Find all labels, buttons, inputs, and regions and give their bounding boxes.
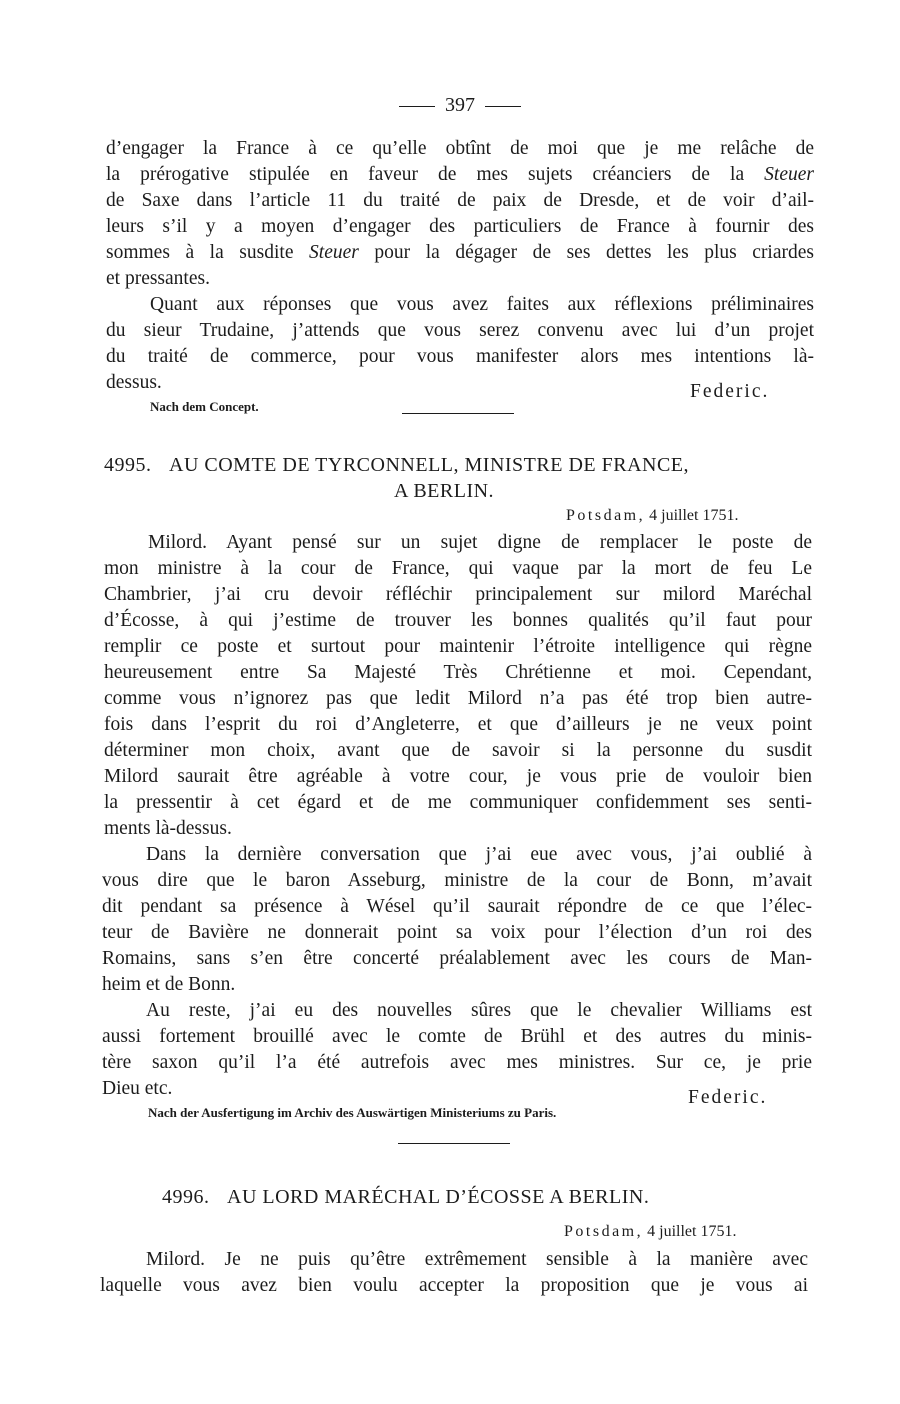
text-line: Milord saurait être agréable à votre cour, je vous prie de vouloir bien	[104, 766, 812, 787]
text-line: ments là-dessus.	[104, 818, 232, 839]
date-place: Potsdam,	[564, 1223, 644, 1240]
text-line: sommes à la susdite Steuer pour la dégager de ses dettes les plus criardes	[106, 242, 814, 263]
letter-number: 4995.	[104, 454, 152, 476]
text-line: dessus.	[106, 372, 162, 393]
text-line: du traité de commerce, pour vous manifester alors mes intentions là-	[106, 346, 814, 367]
signature: Federic.	[688, 1087, 768, 1108]
text-line: vous dire que le baron Asseburg, ministre de la cour de Bonn, m’avait	[102, 870, 812, 891]
letter-heading	[104, 452, 689, 478]
source-note: Nach der Ausfertigung im Archiv des Auswärtigen Ministeriums zu Paris.	[148, 1105, 557, 1120]
text-line: tère saxon qu’il l’a été autrefois avec mes ministres. Sur ce, je prie	[102, 1052, 812, 1073]
text-line: et pressantes.	[106, 268, 210, 289]
text-line: teur de Bavière ne donnerait point sa voix pour l’élection d’un roi des	[102, 922, 812, 943]
text-line: heim et de Bonn.	[102, 974, 236, 995]
signature: Federic.	[690, 381, 770, 402]
text-line: aussi fortement brouillé avec le comte de Brühl et des autres du minis-	[102, 1026, 812, 1047]
page-number	[380, 92, 540, 118]
section-divider	[398, 1143, 510, 1144]
text-line: remplir ce poste et surtout pour maintenir l’étroite intelligence qui règne	[104, 636, 812, 657]
letter-title-line2: A BERLIN.	[394, 480, 495, 502]
text-line: du sieur Trudaine, j’attends que vous serez convenu avec lui d’un projet	[106, 320, 814, 341]
italic-term: Steuer	[309, 242, 359, 263]
text-line: déterminer mon choix, avant que de savoir si la personne du susdit	[104, 740, 812, 761]
date-day: 4 juillet 1751.	[647, 1223, 737, 1240]
text-line: Dans la dernière conversation que j’ai eue avec vous, j’ai oublié à	[146, 844, 812, 865]
letter-date	[564, 1222, 736, 1242]
section-divider	[402, 413, 514, 414]
text-line: fois dans l’esprit du roi d’Angleterre, et que d’ailleurs je ne veux point	[104, 714, 812, 735]
text-line: d’engager la France à ce qu’elle obtînt de moi que je me relâche de	[106, 138, 814, 159]
text-line: Quant aux réponses que vous avez faites aux réflexions préliminaires	[150, 294, 814, 315]
text-line: Chambrier, j’ai cru devoir réfléchir principalement sur milord Maréchal	[104, 584, 812, 605]
letter-date	[566, 506, 738, 526]
italic-term: Steuer	[764, 164, 814, 185]
text-line: de Saxe dans l’article 11 du traité de paix de Dresde, et de voir d’ail-	[106, 190, 814, 211]
page-number-dash-right	[485, 106, 521, 107]
text-line: Dieu etc.	[102, 1078, 173, 1099]
date-day: 4 juillet 1751.	[649, 507, 739, 524]
page-number-value: 397	[445, 94, 475, 116]
text-line: mon ministre à la cour de France, qui vaque par la mort de feu Le	[104, 558, 812, 579]
text-line: dit pendant sa présence à Wésel qu’il saurait répondre de ce que l’élec-	[102, 896, 812, 917]
letter-heading	[162, 1184, 649, 1210]
text-line: laquelle vous avez bien voulu accepter la proposition que je vous ai	[100, 1275, 808, 1296]
text-line: leurs s’il y a moyen d’engager des particuliers de France à fournir des	[106, 216, 814, 237]
source-note: Nach dem Concept.	[150, 399, 259, 414]
text-line: Au reste, j’ai eu des nouvelles sûres que le chevalier Williams est	[146, 1000, 812, 1021]
text-line: la prérogative stipulée en faveur de mes sujets créanciers de la Steuer	[106, 164, 814, 185]
text-line: Milord. Je ne puis qu’être extrêmement sensible à la manière avec	[146, 1249, 808, 1270]
text-line: Romains, sans s’en être concerté préalablement avec les cours de Man-	[102, 948, 812, 969]
letter-title: AU LORD MARÉCHAL D’ÉCOSSE A BERLIN.	[227, 1186, 650, 1208]
text-line: comme vous n’ignorez pas que ledit Milord n’a pas été trop bien autre-	[104, 688, 812, 709]
date-place: Potsdam,	[566, 507, 646, 524]
text-line: la pressentir à cet égard et de me communiquer confidemment ses senti-	[104, 792, 812, 813]
letter-number: 4996.	[162, 1186, 210, 1208]
text-line: Milord. Ayant pensé sur un sujet digne de remplacer le poste de	[148, 532, 812, 553]
text-line: d’Écosse, à qui j’estime de trouver les bonnes qualités qu’il faut pour	[104, 610, 812, 631]
text-line: heureusement entre Sa Majesté Très Chrétienne et moi. Cependant,	[104, 662, 812, 683]
letter-title: AU COMTE DE TYRCONNELL, MINISTRE DE FRANCE,	[169, 454, 690, 476]
page-number-dash-left	[399, 106, 435, 107]
